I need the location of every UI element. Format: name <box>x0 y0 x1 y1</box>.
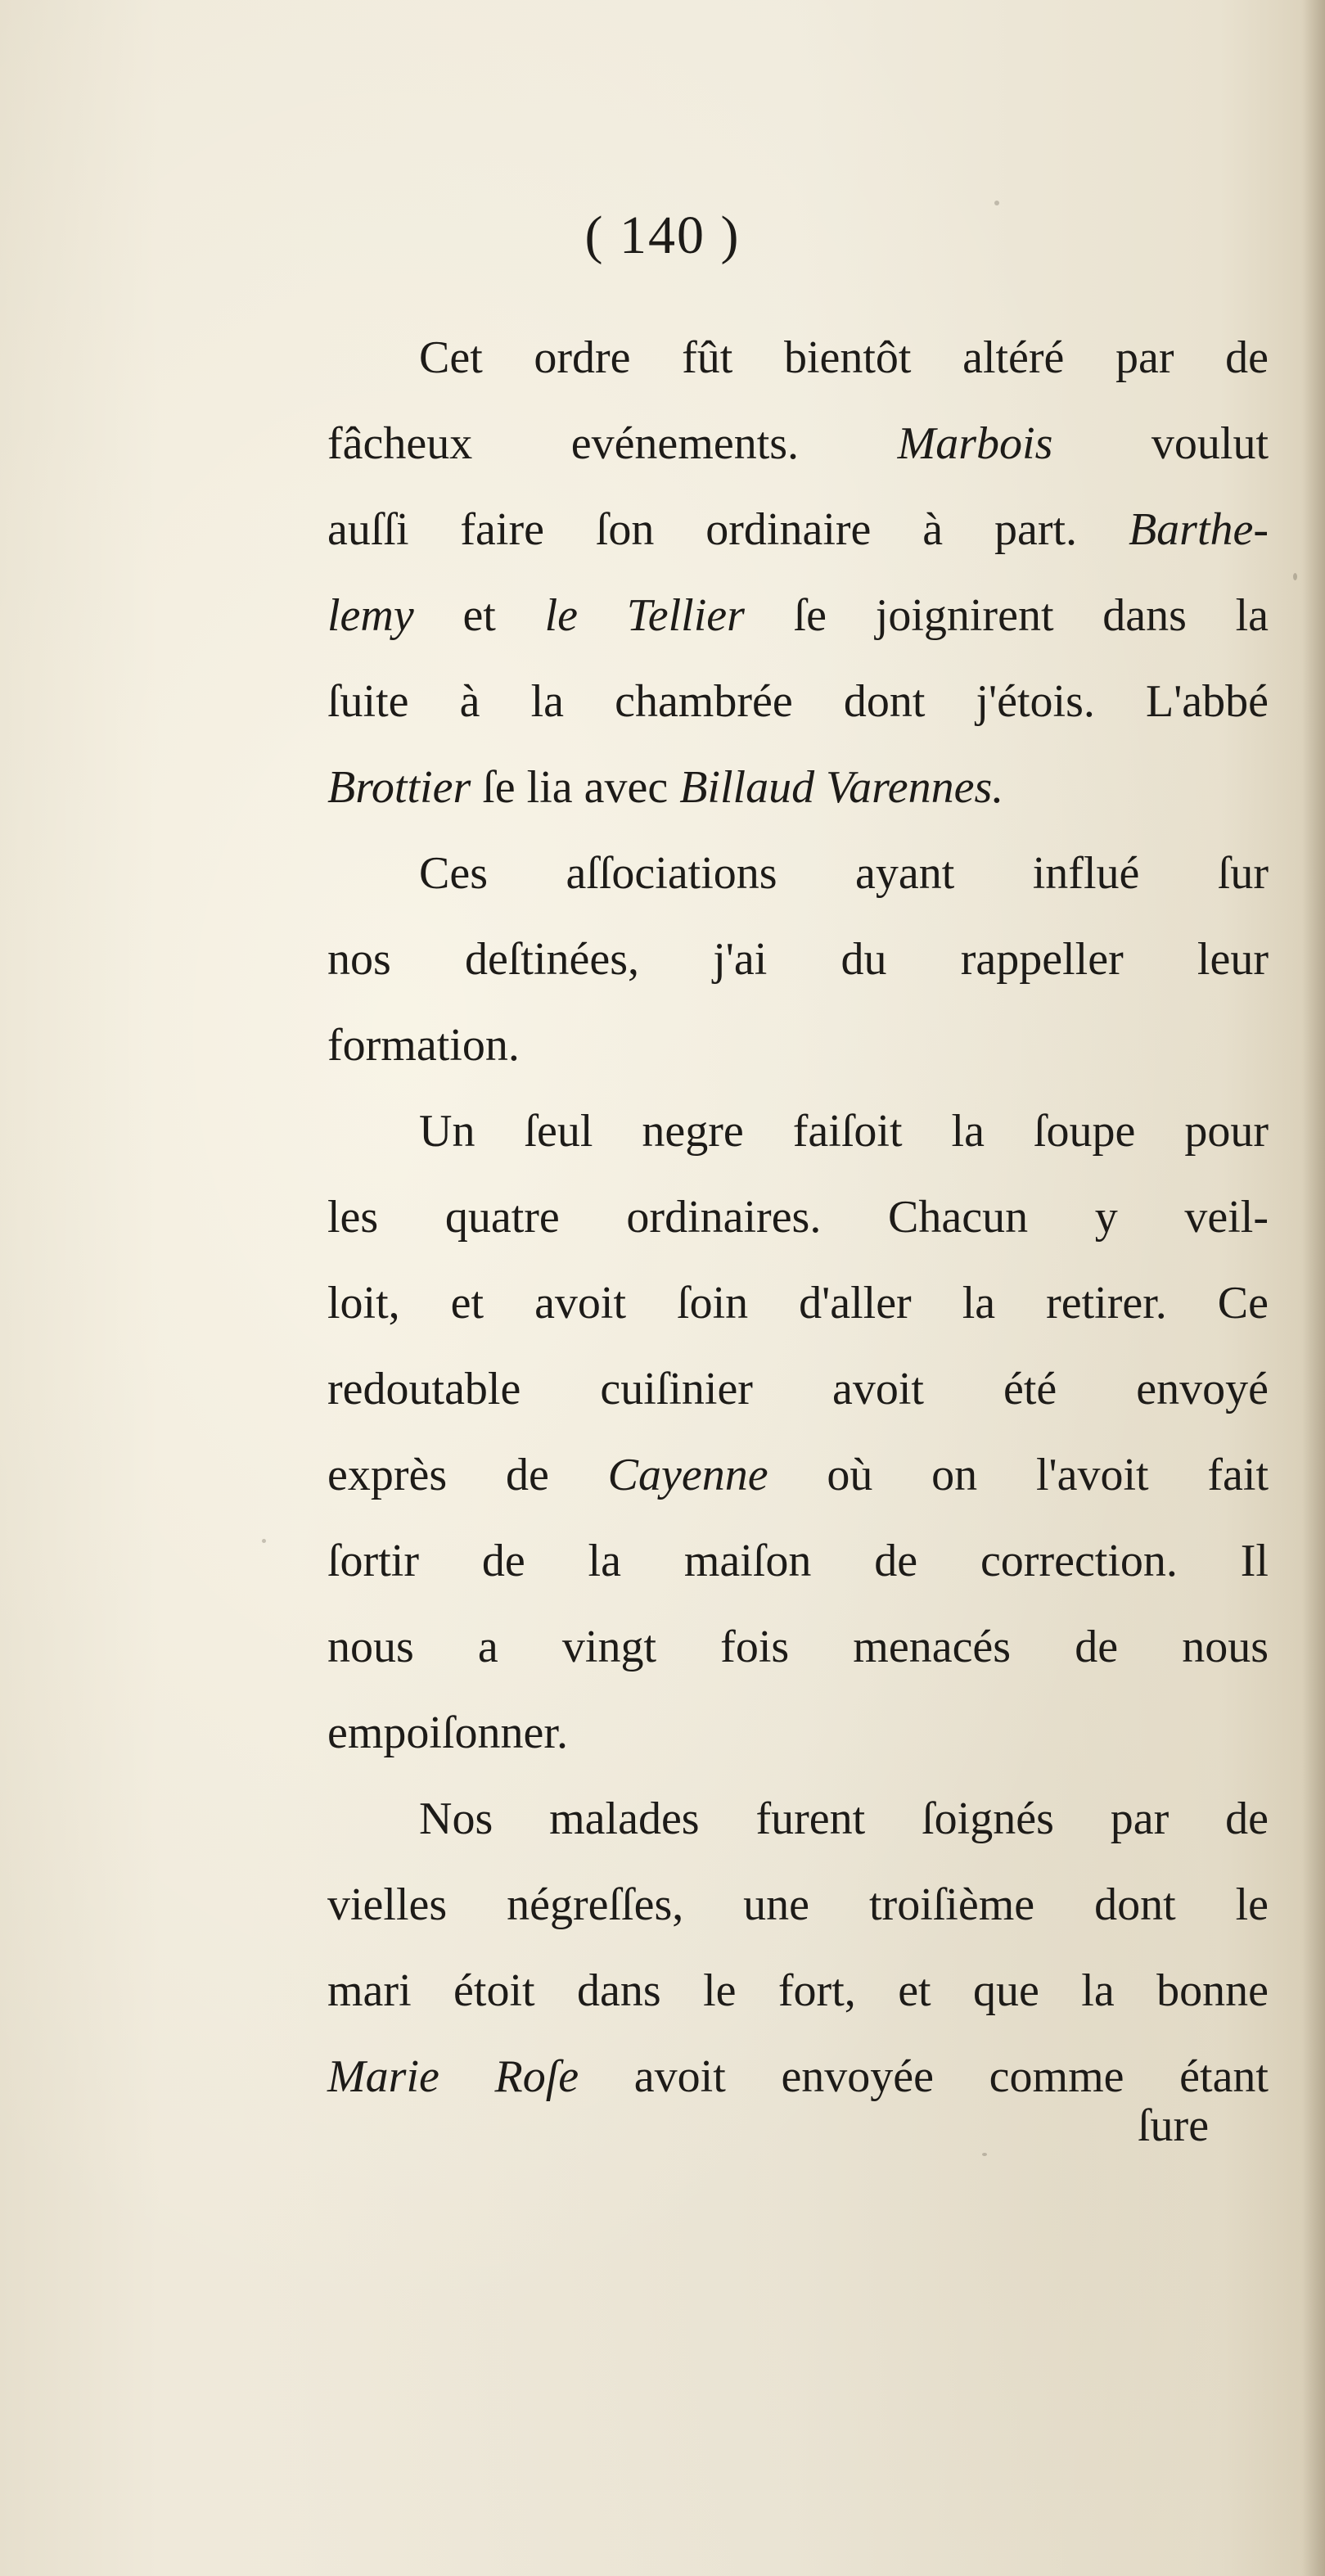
text-line <box>327 745 1269 831</box>
text-segment: Un ſeul negre faiſoit la ſoupe pour <box>419 1106 1269 1157</box>
text-line <box>327 831 1269 917</box>
text-line <box>327 1089 1269 1175</box>
text-segment: ſuite à la chambrée dont j'étois. L'abbé <box>327 676 1269 727</box>
text-segment: voulut <box>1052 418 1269 469</box>
text-segment: vielles négreſſes, une troiſième dont le <box>327 1879 1269 1930</box>
text-segment: formation. <box>327 1020 520 1071</box>
text-line <box>327 573 1269 659</box>
italic-name-text: Marbois <box>897 418 1053 469</box>
italic-name-text: lemy <box>327 590 414 641</box>
catchword: ſure <box>1138 2100 1210 2151</box>
text-segment: exprès de <box>327 1450 608 1500</box>
italic-name-text: Barthe- <box>1128 504 1269 555</box>
italic-name-text: le Tellier <box>544 590 745 641</box>
page-edge-shadow <box>1302 0 1325 2576</box>
text-segment: fâcheux evénements. <box>327 418 898 469</box>
body-text <box>327 315 1269 2120</box>
text-line <box>327 1776 1269 1862</box>
text-line <box>327 315 1269 401</box>
text-line <box>327 487 1269 573</box>
text-segment: nous a vingt fois menacés de nous <box>327 1622 1269 1672</box>
text-segment: auſſi faire ſon ordinaire à part. <box>327 504 1129 555</box>
paper-speck <box>262 1539 266 1543</box>
paper-speck <box>982 2153 987 2156</box>
italic-name-text: Brottier <box>327 762 471 813</box>
text-line <box>327 659 1269 745</box>
text-line <box>327 1175 1269 1261</box>
text-line <box>327 1862 1269 1948</box>
text-segment: où on l'avoit fait <box>768 1450 1269 1500</box>
text-line <box>327 1690 1269 1776</box>
text-segment: Nos malades furent ſoignés par de <box>419 1793 1269 1844</box>
text-segment: nos deſtinées, j'ai du rappeller leur <box>327 934 1269 985</box>
page-number: ( 140 ) <box>584 205 741 265</box>
text-segment: les quatre ordinaires. Chacun y veil- <box>327 1192 1269 1243</box>
text-line <box>327 1604 1269 1690</box>
text-segment: ſe lia avec <box>471 762 680 813</box>
text-line <box>327 1432 1269 1518</box>
text-segment: ſortir de la maiſon de correction. Il <box>327 1536 1269 1586</box>
text-segment: ſe joignirent dans la <box>744 590 1269 641</box>
text-segment: empoiſonner. <box>327 1708 568 1758</box>
text-segment: loit, et avoit ſoin d'aller la retirer. Ce <box>327 1278 1269 1329</box>
paper-speck <box>994 201 999 205</box>
text-line <box>327 917 1269 1003</box>
text-line <box>327 1518 1269 1604</box>
text-line <box>327 1347 1269 1432</box>
italic-name-text: Billaud Varennes. <box>679 762 1004 813</box>
text-line <box>327 1003 1269 1089</box>
paper-speck <box>1293 573 1297 580</box>
text-line <box>327 401 1269 487</box>
text-line <box>327 2034 1269 2120</box>
text-line <box>327 1948 1269 2034</box>
text-segment: et <box>413 590 545 641</box>
text-segment: avoit envoyée comme étant <box>579 2051 1269 2102</box>
text-segment: Ces aſſociations ayant influé ſur <box>419 848 1269 899</box>
text-segment: Cet ordre fût bientôt altéré par de <box>419 332 1269 383</box>
text-segment: mari étoit dans le fort, et que la bonne <box>327 1965 1269 2016</box>
italic-name-text: Cayenne <box>607 1450 768 1500</box>
text-segment: redoutable cuiſinier avoit été envoyé <box>327 1364 1269 1414</box>
italic-name-text: Marie Roſe <box>327 2051 579 2102</box>
text-line <box>327 1261 1269 1347</box>
